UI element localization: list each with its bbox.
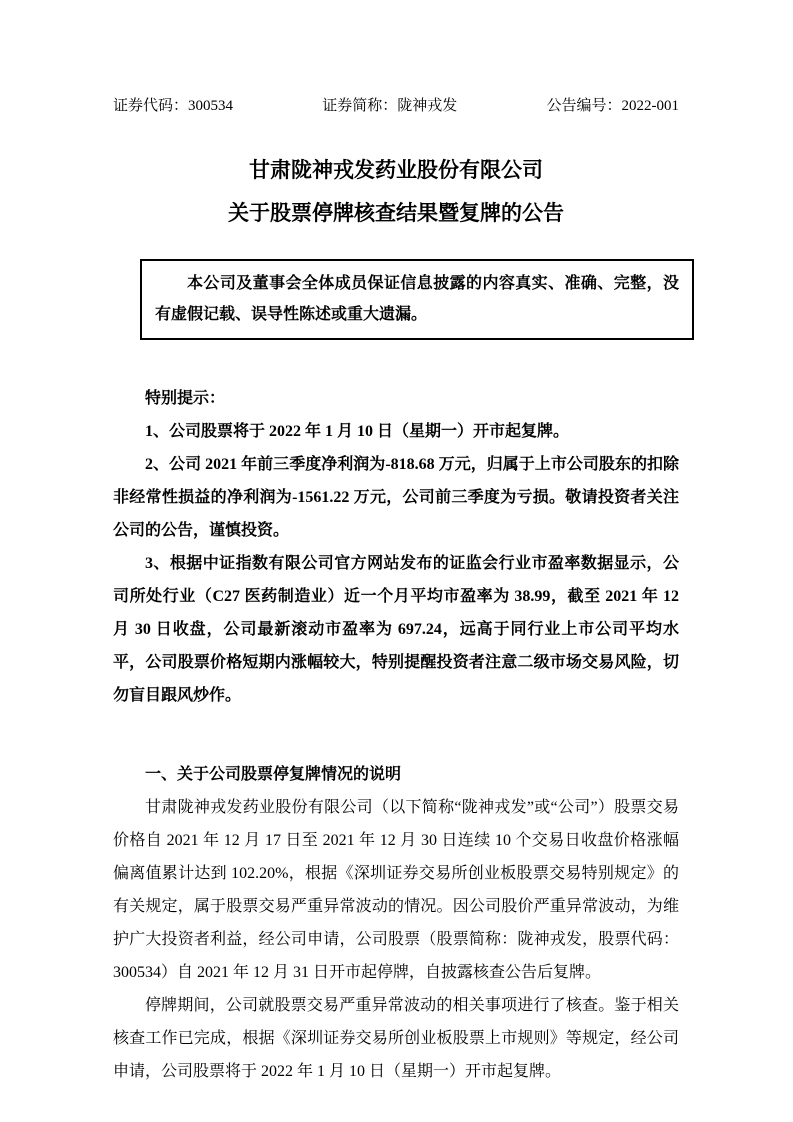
- company-name-title: 甘肃陇神戎发药业股份有限公司: [249, 158, 543, 182]
- special-notice-item-2: 2、公司 2021 年前三季度净利润为-818.68 万元，归属于上市公司股东的扣除非经常性损益的净利润为-1561.22 万元，公司前三季度为亏损。敬请投资者关注公司的公告，谨慎投资。: [113, 456, 679, 539]
- document-header: [113, 96, 679, 116]
- announcement-title: 关于股票停牌核查结果暨复牌的公告: [228, 201, 564, 225]
- section-1-heading: 一、关于公司股票停复牌情况的说明: [145, 766, 402, 783]
- announcement-number: 公告编号：2022-001: [546, 98, 679, 114]
- section-1-paragraph-1: 甘肃陇神戎发药业股份有限公司（以下简称“陇神戎发”或“公司”）股票交易价格自 2021 年 12 月 17 日至 2021 年 12 月 30 日连续 10 个交易日收盘价格涨幅偏离值累计达到 102.20%，根据《深圳证券交易所创业板股票交易特别规定》的有关规定，属于股票交易严重异常波动的情况。因公司股价严重异常波动，为维护广大投资者利益，经公司申请，公司股票（股票简称：陇神戎发，股票代码：300534）自 2021 年 12 月 31 日开市起停牌，自披露核查公告后复牌。: [113, 799, 679, 981]
- section-1-paragraph-2: 停牌期间，公司就股票交易严重异常波动的相关事项进行了核查。鉴于相关核查工作已完成，根据《深圳证券交易所创业板股票上市规则》等规定，经公司申请，公司股票将于 2022 年 1 月 10 日（星期一）开市起复牌。: [113, 997, 679, 1080]
- special-notice-heading: 特别提示：: [145, 390, 226, 407]
- special-notice-item-3: 3、根据中证指数有限公司官方网站发布的证监会行业市盈率数据显示，公司所处行业（C27 医药制造业）近一个月平均市盈率为 38.99，截至 2021 年 12 月 30 日收盘，公司最新滚动市盈率为 697.24，远高于同行业上市公司平均水平，公司股票价格短期内涨幅较大，特别提醒投资者注意二级市场交易风险，切勿盲目跟风炒作。: [113, 555, 679, 704]
- stock-code: 证券代码：300534: [113, 98, 234, 114]
- disclaimer-box: [140, 259, 694, 340]
- stock-name: 证券简称：陇神戎发: [322, 98, 458, 114]
- special-notice-item-1: 1、公司股票将于 2022 年 1 月 10 日（星期一）开市起复牌。: [145, 423, 570, 440]
- disclaimer-text: 本公司及董事会全体成员保证信息披露的内容真实、准确、完整，没有虚假记载、误导性陈述或重大遗漏。: [155, 275, 679, 323]
